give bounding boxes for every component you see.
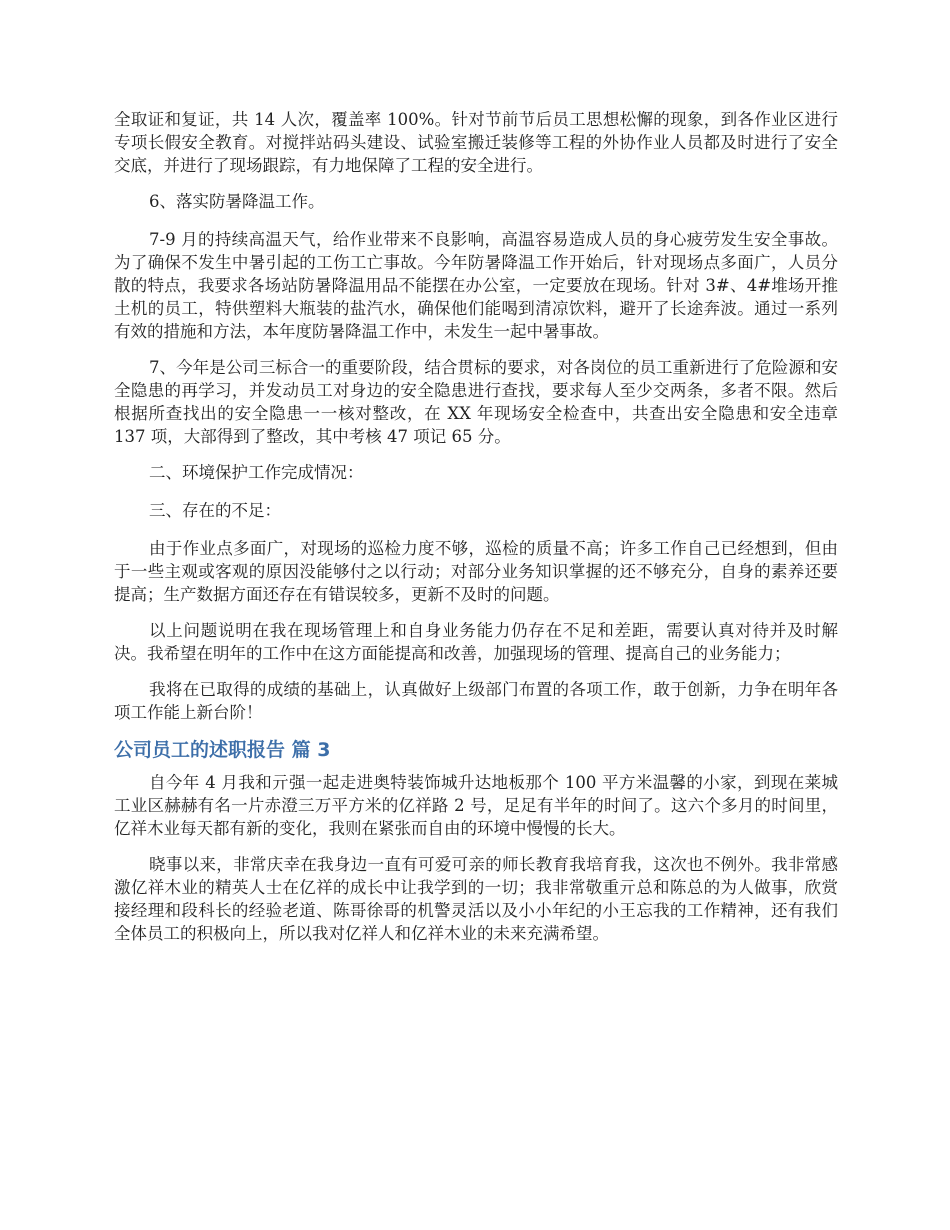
paragraph-6: 三、存在的不足：	[149, 501, 281, 520]
paragraph-5: 二、环境保护工作完成情况：	[149, 463, 364, 482]
paragraph-10: 自今年 4 月我和亓强一起走进奥特装饰城升达地板那个 100 平方米温馨的小家，到现在莱城工业区赫赫有名一片赤澄三万平方米的亿祥路 2 号，足足有半年的时间了。这六个多月的时间里，亿祥木业每天都有新的变化，我则在紧张而自由的环境中慢慢的长大。	[114, 773, 838, 838]
paragraph-3: 7-9 月的持续高温天气，给作业带来不良影响，高温容易造成人员的身心疲劳发生安全事故。为了确保不发生中暑引起的工伤工亡事故。今年防暑降温工作开始后，针对现场点多面广，人员分散的特点，我要求各场站防暑降温用品不能摆在办公室，一定要放在现场。针对 3#、4#堆场开推土机的员工，特供塑料大瓶装的盐汽水，确保他们能喝到清凉饮料，避开了长途奔波。通过一系列有效的措施和方法，本年度防暑降温工作中，未发生一起中暑事故。	[114, 230, 838, 341]
paragraph-2: 6、落实防暑降温工作。	[149, 192, 325, 211]
paragraph-4: 7、今年是公司三标合一的重要阶段，结合贯标的要求，对各岗位的员工重新进行了危险源和安全隐患的再学习，并发动员工对身边的安全隐患进行查找，要求每人至少交两条，多者不限。然后根据所查找出的安全隐患一一核对整改，在 XX 年现场安全检查中，共查出安全隐患和安全违章 137 项，大部得到了整改，其中考核 47 项记 65 分。	[114, 358, 838, 446]
paragraph-9: 我将在已取得的成绩的基础上，认真做好上级部门布置的各项工作，敢于创新，力争在明年各项工作能上新台阶！	[114, 680, 838, 722]
paragraph-1: 全取证和复证，共 14 人次，覆盖率 100%。针对节前节后员工思想松懈的现象，到各作业区进行专项长假安全教育。对搅拌站码头建设、试验室搬迁装修等工程的外协作业人员都及时进行了安全交底，并进行了现场跟踪，有力地保障了工程的安全进行。	[114, 110, 838, 175]
paragraph-8: 以上问题说明在我在现场管理上和自身业务能力仍存在不足和差距，需要认真对待并及时解决。我希望在明年的工作中在这方面能提高和改善，加强现场的管理、提高自己的业务能力；	[114, 621, 838, 663]
section-heading: 公司员工的述职报告 篇 3	[114, 739, 331, 761]
paragraph-11: 晓事以来，非常庆幸在我身边一直有可爱可亲的师长教育我培育我，这次也不例外。我非常感激亿祥木业的精英人士在亿祥的成长中让我学到的一切；我非常敬重亓总和陈总的为人做事，欣赏接经理和段科长的经验老道、陈哥徐哥的机警灵活以及小小年纪的小王忘我的工作精神，还有我们全体员工的积极向上，所以我对亿祥人和亿祥木业的未来充满希望。	[114, 855, 838, 943]
paragraph-7: 由于作业点多面广，对现场的巡检力度不够，巡检的质量不高；许多工作自己已经想到，但由于一些主观或客观的原因没能够付之以行动；对部分业务知识掌握的还不够充分，自身的素养还要提高；生产数据方面还存在有错误较多，更新不及时的问题。	[114, 539, 838, 604]
document-page	[114, 108, 838, 958]
